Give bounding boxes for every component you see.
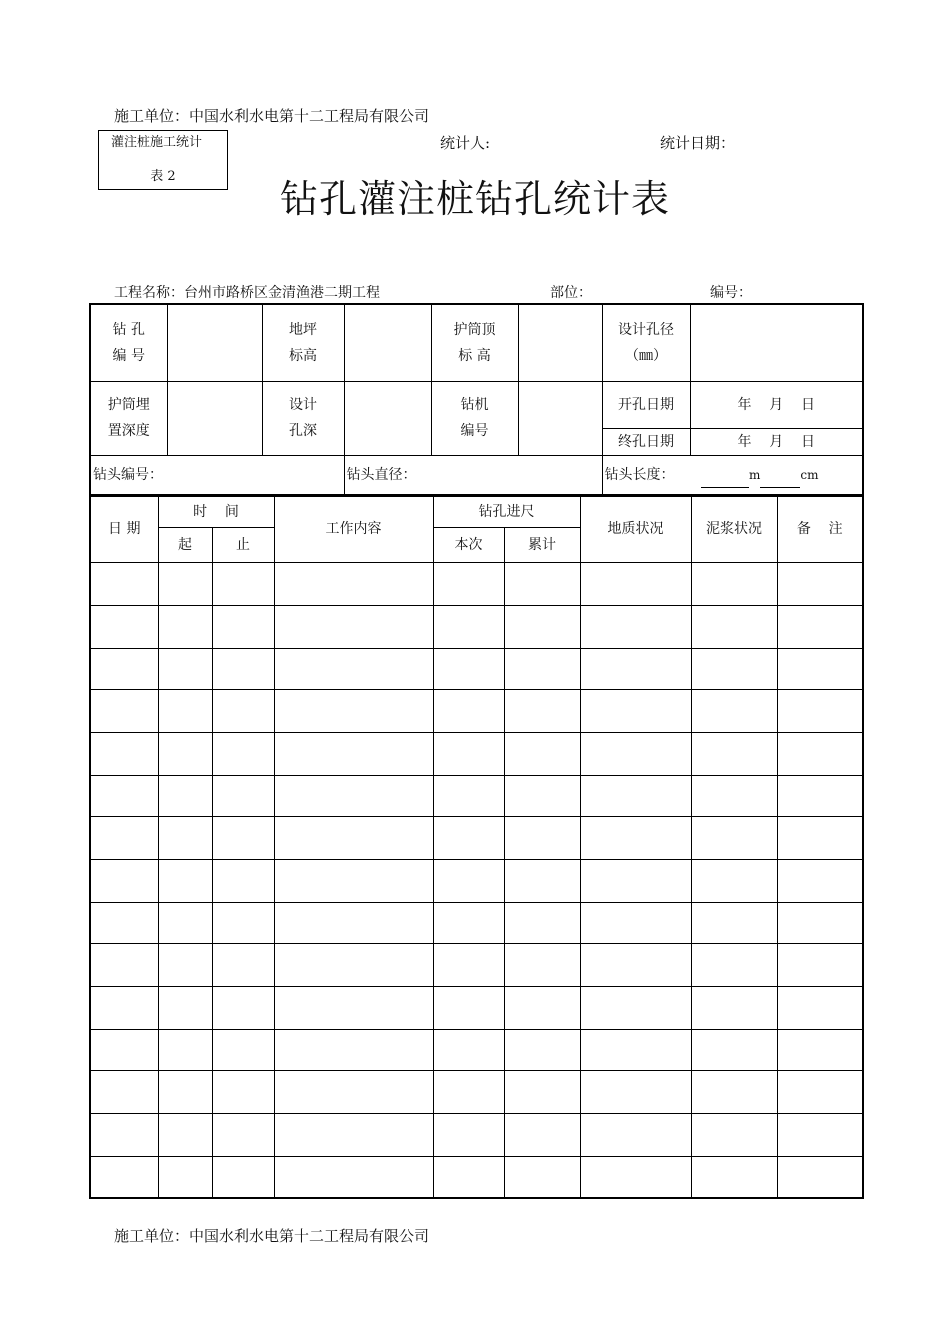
table-cell[interactable] bbox=[90, 1029, 158, 1070]
table-cell[interactable] bbox=[691, 902, 777, 943]
table-cell[interactable] bbox=[580, 1113, 691, 1156]
part-label: 部位： bbox=[550, 285, 592, 301]
table-cell[interactable] bbox=[691, 1113, 777, 1156]
table-cell[interactable] bbox=[212, 1113, 274, 1156]
table-cell[interactable] bbox=[274, 732, 433, 775]
table-cell[interactable] bbox=[274, 986, 433, 1029]
table-cell[interactable] bbox=[504, 943, 580, 986]
table-cell[interactable] bbox=[777, 732, 863, 775]
table-cell[interactable] bbox=[274, 775, 433, 816]
table-cell[interactable] bbox=[90, 562, 158, 605]
table-cell[interactable] bbox=[777, 902, 863, 943]
table-cell[interactable] bbox=[777, 562, 863, 605]
table-cell[interactable] bbox=[212, 816, 274, 859]
table-cell[interactable] bbox=[580, 689, 691, 732]
table-row bbox=[90, 648, 863, 689]
form-code-line1: 灌注桩施工统计 bbox=[111, 135, 203, 150]
table-cell[interactable] bbox=[212, 605, 274, 648]
table-cell[interactable] bbox=[274, 1070, 433, 1113]
table-cell[interactable] bbox=[580, 816, 691, 859]
table-cell[interactable] bbox=[691, 732, 777, 775]
table-cell[interactable] bbox=[433, 902, 504, 943]
hole-info-table bbox=[89, 303, 864, 496]
ground-elev-value[interactable] bbox=[344, 304, 431, 381]
table-cell[interactable] bbox=[777, 859, 863, 902]
start-date-label: 开孔日期 bbox=[602, 381, 690, 428]
table-cell[interactable] bbox=[691, 648, 777, 689]
table-row bbox=[90, 943, 863, 986]
table-cell[interactable] bbox=[158, 689, 212, 732]
table-cell[interactable] bbox=[691, 689, 777, 732]
table-cell[interactable] bbox=[212, 902, 274, 943]
table-cell[interactable] bbox=[158, 1156, 212, 1198]
table-cell[interactable] bbox=[274, 689, 433, 732]
table-cell[interactable] bbox=[433, 562, 504, 605]
unit-m: m bbox=[748, 467, 761, 482]
casing-depth-value[interactable] bbox=[167, 381, 262, 455]
table-cell[interactable] bbox=[691, 562, 777, 605]
bit-length-m-blank[interactable] bbox=[701, 473, 749, 488]
table-cell[interactable] bbox=[90, 943, 158, 986]
start-date-value[interactable]: 年 月 日 bbox=[690, 381, 863, 428]
col-time-end: 止 bbox=[212, 527, 274, 562]
hole-no-label: 钻 孔 编 号 bbox=[90, 304, 167, 381]
table-cell[interactable] bbox=[212, 648, 274, 689]
table-cell[interactable] bbox=[90, 816, 158, 859]
col-date: 日 期 bbox=[90, 496, 158, 562]
bit-no-label: 钻头编号： bbox=[90, 455, 344, 495]
table-cell[interactable] bbox=[158, 775, 212, 816]
unit-cm: cm bbox=[800, 467, 819, 482]
contractor-text: 施工单位：中国水利水电第十二工程局有限公司 bbox=[114, 107, 430, 125]
table-cell[interactable] bbox=[158, 943, 212, 986]
table-cell[interactable] bbox=[274, 1029, 433, 1070]
casing-top-elev-label: 护筒顶 标 高 bbox=[431, 304, 518, 381]
table-cell[interactable] bbox=[504, 648, 580, 689]
footer-contractor-text: 施工单位：中国水利水电第十二工程局有限公司 bbox=[114, 1227, 430, 1245]
table-cell[interactable] bbox=[212, 775, 274, 816]
table-cell[interactable] bbox=[691, 1156, 777, 1198]
table-cell[interactable] bbox=[691, 1029, 777, 1070]
table-cell[interactable] bbox=[433, 986, 504, 1029]
table-cell[interactable] bbox=[580, 605, 691, 648]
table-cell[interactable] bbox=[777, 689, 863, 732]
table-row bbox=[90, 732, 863, 775]
table-cell[interactable] bbox=[691, 775, 777, 816]
col-geology: 地质状况 bbox=[580, 496, 691, 562]
table-cell[interactable] bbox=[691, 859, 777, 902]
hole-no-value[interactable] bbox=[167, 304, 262, 381]
table-row bbox=[90, 689, 863, 732]
rig-no-label: 钻机 编号 bbox=[431, 381, 518, 455]
table-cell[interactable] bbox=[158, 732, 212, 775]
casing-top-elev-value[interactable] bbox=[518, 304, 602, 381]
table-cell[interactable] bbox=[158, 1029, 212, 1070]
table-row bbox=[90, 562, 863, 605]
table-cell[interactable] bbox=[580, 1156, 691, 1198]
table-row bbox=[90, 816, 863, 859]
table-cell[interactable] bbox=[90, 605, 158, 648]
table-cell[interactable] bbox=[90, 859, 158, 902]
drilling-log-table bbox=[89, 495, 864, 1199]
rig-no-value[interactable] bbox=[518, 381, 602, 455]
table-cell[interactable] bbox=[90, 1156, 158, 1198]
table-cell[interactable] bbox=[691, 1070, 777, 1113]
table-cell[interactable] bbox=[274, 943, 433, 986]
table-cell[interactable] bbox=[90, 986, 158, 1029]
table-cell[interactable] bbox=[504, 1029, 580, 1070]
statistician-label: 统计人: bbox=[440, 134, 491, 152]
table-cell[interactable] bbox=[433, 943, 504, 986]
table-cell[interactable] bbox=[580, 732, 691, 775]
stat-date-label: 统计日期： bbox=[660, 134, 736, 152]
table-cell[interactable] bbox=[90, 689, 158, 732]
table-cell[interactable] bbox=[274, 1156, 433, 1198]
table-cell[interactable] bbox=[433, 1029, 504, 1070]
table-cell[interactable] bbox=[433, 605, 504, 648]
table-cell[interactable] bbox=[504, 902, 580, 943]
col-time: 时 间 bbox=[158, 496, 274, 527]
table-cell[interactable] bbox=[212, 732, 274, 775]
table-cell[interactable] bbox=[504, 986, 580, 1029]
table-cell[interactable] bbox=[777, 1070, 863, 1113]
table-cell[interactable] bbox=[158, 1113, 212, 1156]
table-cell[interactable] bbox=[580, 1070, 691, 1113]
table-cell[interactable] bbox=[777, 943, 863, 986]
table-cell[interactable] bbox=[777, 648, 863, 689]
table-cell[interactable] bbox=[580, 943, 691, 986]
table-cell[interactable] bbox=[580, 859, 691, 902]
project-name: 工程名称：台州市路桥区金清渔港二期工程 bbox=[114, 285, 380, 301]
end-date-label: 终孔日期 bbox=[602, 428, 690, 455]
table-cell[interactable] bbox=[90, 1070, 158, 1113]
table-cell[interactable] bbox=[158, 1070, 212, 1113]
table-cell[interactable] bbox=[580, 648, 691, 689]
table-cell[interactable] bbox=[504, 859, 580, 902]
table-cell[interactable] bbox=[274, 1113, 433, 1156]
table-cell[interactable] bbox=[212, 562, 274, 605]
table-cell[interactable] bbox=[90, 732, 158, 775]
design-diameter-value[interactable] bbox=[690, 304, 863, 381]
table-cell[interactable] bbox=[691, 943, 777, 986]
table-cell[interactable] bbox=[158, 648, 212, 689]
end-date-value[interactable]: 年 月 日 bbox=[690, 428, 863, 455]
table-cell[interactable] bbox=[433, 732, 504, 775]
table-cell[interactable] bbox=[777, 1029, 863, 1070]
table-cell[interactable] bbox=[777, 775, 863, 816]
table-cell[interactable] bbox=[274, 605, 433, 648]
table-cell[interactable] bbox=[777, 816, 863, 859]
bit-length-label: 钻头长度： bbox=[604, 466, 675, 483]
table-cell[interactable] bbox=[691, 986, 777, 1029]
table-row bbox=[90, 605, 863, 648]
table-row bbox=[90, 775, 863, 816]
table-cell[interactable] bbox=[433, 689, 504, 732]
table-cell[interactable] bbox=[158, 859, 212, 902]
col-progress: 钻孔进尺 bbox=[433, 496, 580, 527]
table-cell[interactable] bbox=[212, 689, 274, 732]
table-cell[interactable] bbox=[212, 1070, 274, 1113]
table-cell[interactable] bbox=[504, 605, 580, 648]
table-cell[interactable] bbox=[212, 986, 274, 1029]
table-cell[interactable] bbox=[691, 605, 777, 648]
table-row bbox=[90, 1070, 863, 1113]
table-row bbox=[90, 859, 863, 902]
design-depth-value[interactable] bbox=[344, 381, 431, 455]
table-row bbox=[90, 1113, 863, 1156]
table-cell[interactable] bbox=[504, 732, 580, 775]
table-cell[interactable] bbox=[212, 943, 274, 986]
table-cell[interactable] bbox=[433, 1156, 504, 1198]
table-cell[interactable] bbox=[504, 689, 580, 732]
table-cell[interactable] bbox=[504, 562, 580, 605]
table-cell[interactable] bbox=[777, 605, 863, 648]
col-time-start: 起 bbox=[158, 527, 212, 562]
table-cell[interactable] bbox=[90, 902, 158, 943]
table-cell[interactable] bbox=[433, 775, 504, 816]
table-cell[interactable] bbox=[777, 1113, 863, 1156]
col-mud: 泥浆状况 bbox=[691, 496, 777, 562]
table-cell[interactable] bbox=[504, 1070, 580, 1113]
casing-depth-label: 护筒埋 置深度 bbox=[90, 381, 167, 455]
col-cumulative: 累计 bbox=[504, 527, 580, 562]
col-remark: 备 注 bbox=[777, 496, 863, 562]
page-title: 钻孔灌注桩钻孔统计表 bbox=[279, 177, 670, 221]
design-diameter-label: 设计孔径 （㎜） bbox=[602, 304, 690, 381]
number-label: 编号： bbox=[710, 285, 752, 301]
bit-length-cm-blank[interactable] bbox=[760, 473, 800, 488]
table-cell[interactable] bbox=[504, 1113, 580, 1156]
table-cell[interactable] bbox=[433, 648, 504, 689]
table-cell[interactable] bbox=[433, 816, 504, 859]
table-cell[interactable] bbox=[274, 816, 433, 859]
table-cell[interactable] bbox=[274, 648, 433, 689]
table-cell[interactable] bbox=[580, 775, 691, 816]
table-cell[interactable] bbox=[274, 562, 433, 605]
table-cell[interactable] bbox=[777, 1156, 863, 1198]
table-cell[interactable] bbox=[158, 986, 212, 1029]
table-row bbox=[90, 1156, 863, 1198]
table-cell[interactable] bbox=[90, 775, 158, 816]
table-cell[interactable] bbox=[212, 1029, 274, 1070]
table-cell[interactable] bbox=[274, 859, 433, 902]
table-cell[interactable] bbox=[158, 816, 212, 859]
bit-length-field bbox=[602, 455, 863, 495]
table-cell[interactable] bbox=[433, 1070, 504, 1113]
table-cell[interactable] bbox=[274, 902, 433, 943]
table-cell[interactable] bbox=[158, 902, 212, 943]
table-cell[interactable] bbox=[504, 775, 580, 816]
table-cell[interactable] bbox=[691, 816, 777, 859]
table-row bbox=[90, 902, 863, 943]
table-cell[interactable] bbox=[580, 986, 691, 1029]
table-cell[interactable] bbox=[504, 1156, 580, 1198]
table-cell[interactable] bbox=[90, 1113, 158, 1156]
table-cell[interactable] bbox=[777, 986, 863, 1029]
table-cell[interactable] bbox=[90, 648, 158, 689]
table-cell[interactable] bbox=[433, 1113, 504, 1156]
table-row bbox=[90, 1029, 863, 1070]
table-cell[interactable] bbox=[580, 1029, 691, 1070]
table-cell[interactable] bbox=[580, 562, 691, 605]
col-this-time: 本次 bbox=[433, 527, 504, 562]
table-cell[interactable] bbox=[158, 605, 212, 648]
table-cell[interactable] bbox=[212, 859, 274, 902]
table-cell[interactable] bbox=[504, 816, 580, 859]
table-cell[interactable] bbox=[212, 1156, 274, 1198]
table-row bbox=[90, 986, 863, 1029]
table-cell[interactable] bbox=[580, 902, 691, 943]
col-work-content: 工作内容 bbox=[274, 496, 433, 562]
table-cell[interactable] bbox=[433, 859, 504, 902]
design-depth-label: 设计 孔深 bbox=[262, 381, 344, 455]
table-cell[interactable] bbox=[158, 562, 212, 605]
bit-diameter-label: 钻头直径： bbox=[344, 455, 602, 495]
ground-elev-label: 地坪 标高 bbox=[262, 304, 344, 381]
form-code-line2: 表 2 bbox=[150, 169, 176, 184]
